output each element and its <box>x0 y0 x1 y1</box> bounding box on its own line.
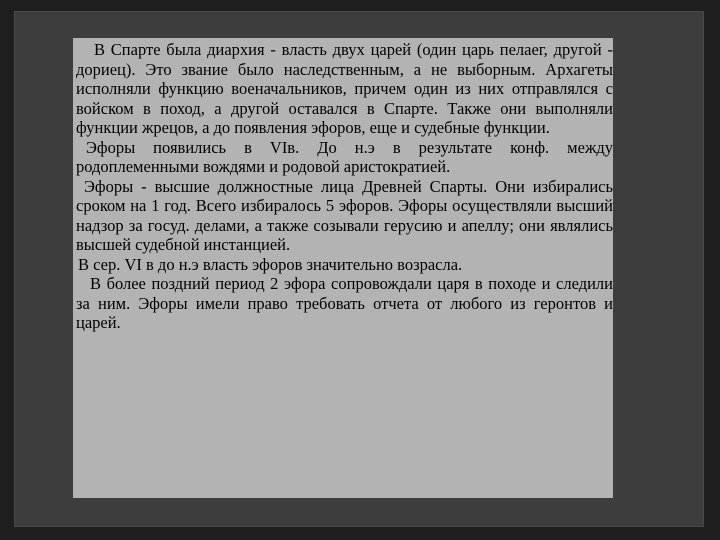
paragraph-ephors-power: В сер. VI в до н.э власть эфоров значительно возрасла. <box>78 254 463 274</box>
paragraph-ephors-role: Эфоры - высшие должностные лица Древней Спарты. Они избирались сроком на 1 год. Всего избиралось 5 эфоров. Эфоры осуществляли высший надзор за госуд. делами, а также созывали герусию и апеллу; они являлись высшей судебной инстанцией. <box>76 176 613 254</box>
paragraph-ephors-later: В более поздний период 2 эфора сопровождали царя в походе и следили за ним. Эфоры имели право требовать отчета от любого из геронтов и царей. <box>76 274 613 332</box>
paragraph-diarchy: В Спарте была диархия - власть двух царей (один царь пелаег, другой - дориец). Это звание было наследственным, а не выборным. Архагеты исполняли функцию военачальников, причем один из них отправлялся с войском в поход, а другой оставался в Спарте. Также они выполняли функции жрецов, а до появления эфоров, еще и судебные функции. <box>76 40 613 137</box>
paragraph-ephors-origin: Эфоры появились в VIв. До н.э в результате конф. между родоплеменными вождями и родовой аристократией. <box>76 137 613 176</box>
text-box <box>73 38 613 498</box>
